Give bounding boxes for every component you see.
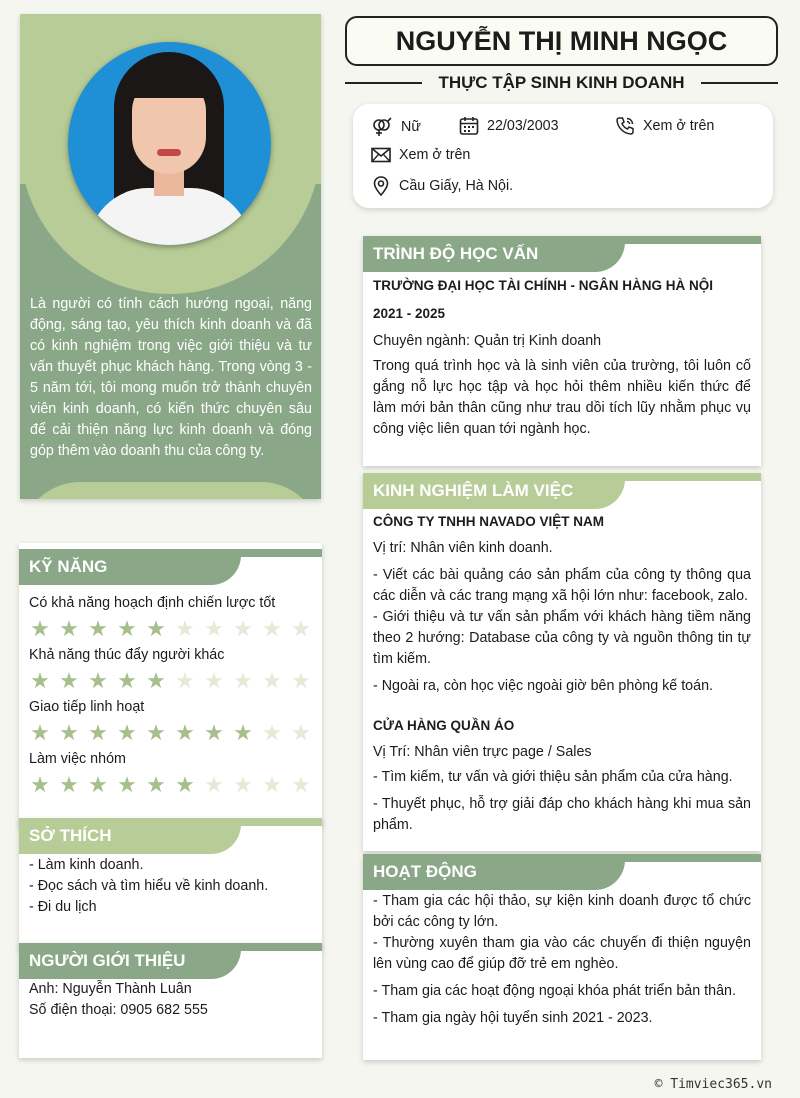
star-icon: ★	[262, 668, 282, 693]
star-icon: ★	[59, 720, 79, 745]
job-position: Vị trí: Nhân viên kinh doanh.	[373, 540, 553, 556]
star-icon: ★	[175, 772, 195, 797]
star-icon: ★	[291, 616, 311, 641]
list-item: - Đi du lịch	[29, 899, 97, 915]
star-icon: ★	[88, 616, 108, 641]
star-icon: ★	[30, 668, 50, 693]
skills-header	[19, 549, 322, 585]
star-icon: ★	[262, 720, 282, 745]
star-icon: ★	[146, 668, 166, 693]
star-icon: ★	[233, 668, 253, 693]
star-icon: ★	[117, 668, 137, 693]
education-heading: TRÌNH ĐỘ HỌC VẤN	[363, 236, 625, 272]
email-value: Xem ở trên	[399, 147, 471, 163]
skill-name: Giao tiếp linh hoạt	[29, 699, 145, 715]
star-icon: ★	[262, 616, 282, 641]
star-icon: ★	[59, 668, 79, 693]
star-icon: ★	[117, 616, 137, 641]
star-icon: ★	[175, 720, 195, 745]
education-description: Trong quá trình học và là sinh viên của trường, tôi luôn cố gắng nỗ lực học tập và học hỏi thêm nhiều kiến thức để làm mới bản thân cũng như trau dồi tích lũy nhằm phục vụ công việc liên quan tới ngành học.	[373, 358, 751, 437]
activities-header	[363, 854, 761, 890]
hobbies-heading: SỞ THÍCH	[19, 818, 241, 854]
company-name: CỬA HÀNG QUẦN ÁO	[373, 718, 515, 733]
divider	[701, 82, 778, 84]
location-pin-icon	[371, 176, 391, 196]
star-icon: ★	[233, 772, 253, 797]
star-icon: ★	[117, 720, 137, 745]
company-name: CÔNG TY TNHH NAVADO VIỆT NAM	[373, 514, 605, 529]
gender-icon	[371, 117, 393, 137]
experience-header	[363, 473, 761, 509]
star-icon: ★	[88, 772, 108, 797]
referee-phone: Số điện thoại: 0905 682 555	[29, 1002, 208, 1018]
star-icon: ★	[204, 720, 224, 745]
referee-details	[29, 979, 208, 1021]
referee-heading: NGƯỜI GIỚI THIỆU	[19, 943, 241, 979]
star-icon: ★	[291, 668, 311, 693]
skills-section	[19, 543, 322, 827]
skill-rating	[29, 774, 314, 796]
education-header	[363, 236, 761, 272]
star-icon: ★	[59, 772, 79, 797]
star-icon: ★	[175, 616, 195, 641]
profile-bottom-decoration	[20, 482, 321, 499]
school-name: TRƯỜNG ĐẠI HỌC TÀI CHÍNH - NGÂN HÀNG HÀ NỘI	[373, 278, 713, 293]
star-icon: ★	[291, 772, 311, 797]
education-body	[373, 275, 751, 440]
job-duty: - Giới thiệu và tư vấn sản phẩm với khách hàng tiềm năng theo 2 hướng: Database của công ty và nguồn thông tin tự tìm kiếm.	[373, 609, 751, 667]
star-icon: ★	[30, 772, 50, 797]
email-icon	[371, 147, 391, 163]
skill-name: Khả năng thúc đẩy người khác	[29, 647, 225, 663]
activities-section	[363, 854, 761, 1060]
activities-body	[373, 891, 751, 1029]
star-icon: ★	[146, 616, 166, 641]
full-name: NGUYỄN THỊ MINH NGỌC	[345, 16, 778, 66]
star-icon: ★	[233, 720, 253, 745]
hobbies-header	[19, 818, 322, 854]
job-duty: - Viết các bài quảng cáo sản phẩm của công ty thông qua các diễn và các trang mạng xã hội lớn như: facebook, zalo.	[373, 567, 751, 604]
referee-header	[19, 943, 322, 979]
job-duty: - Thuyết phục, hỗ trợ giải đáp cho khách hàng khi mua sản phẩm.	[373, 796, 751, 833]
job-title: THỰC TẬP SINH KINH DOANH	[438, 73, 685, 92]
skill-item	[29, 646, 314, 692]
skill-rating	[29, 618, 314, 640]
divider	[345, 82, 422, 84]
career-objective: Là người có tính cách hướng ngoại, năng động, sáng tạo, yêu thích kinh doanh và đã có kinh nghiệm trong việc giới thiệu và tư vấn thuyết phục khách hàng. Trong vòng 3 - 5 năm tới, tôi mong muốn trở thành chuyên viên kinh doanh, có kiến thức chuyên sâu để cải thiện năng lực kinh doanh và đóng góp thêm vào doanh thu của công ty.	[30, 296, 312, 459]
calendar-icon	[459, 116, 479, 136]
profile-panel	[20, 14, 321, 499]
education-years: 2021 - 2025	[373, 306, 446, 321]
skills-heading: KỸ NĂNG	[19, 549, 241, 585]
hobbies-section	[19, 818, 322, 950]
contact-phone	[615, 116, 714, 136]
avatar	[68, 42, 271, 245]
star-icon: ★	[175, 668, 195, 693]
contact-address	[371, 176, 513, 196]
education-major: Chuyên ngành: Quản trị Kinh doanh	[373, 333, 602, 349]
job-duty: - Tìm kiếm, tư vấn và giới thiệu sản phẩm của cửa hàng.	[373, 769, 733, 785]
skill-item	[29, 594, 314, 640]
gender-value: Nữ	[401, 119, 421, 135]
star-icon: ★	[30, 616, 50, 641]
activities-heading: HOẠT ĐỘNG	[363, 854, 625, 890]
phone-value: Xem ở trên	[643, 118, 715, 134]
address-value: Cầu Giấy, Hà Nội.	[399, 178, 514, 194]
skill-rating	[29, 722, 314, 744]
star-icon: ★	[204, 668, 224, 693]
skill-item	[29, 698, 314, 744]
skill-rating	[29, 670, 314, 692]
list-item: - Đọc sách và tìm hiểu về kinh doanh.	[29, 878, 269, 894]
experience-body	[373, 511, 751, 836]
star-icon: ★	[262, 772, 282, 797]
phone-icon	[615, 116, 635, 136]
experience-section	[363, 473, 761, 851]
star-icon: ★	[291, 720, 311, 745]
job-title-row	[345, 72, 778, 94]
experience-heading: KINH NGHIỆM LÀM VIỆC	[363, 473, 625, 509]
skill-name: Làm việc nhóm	[29, 751, 126, 767]
contact-gender	[371, 117, 421, 137]
job-duty: - Ngoài ra, còn học việc ngoài giờ bên phòng kế toán.	[373, 678, 714, 694]
contact-dob	[459, 116, 559, 136]
star-icon: ★	[30, 720, 50, 745]
activity-item: - Tham gia các hội thảo, sự kiện kinh doanh được tổ chức bởi các công ty lớn.	[373, 893, 751, 930]
activity-item: - Tham gia ngày hội tuyển sinh 2021 - 2023.	[373, 1010, 653, 1026]
star-icon: ★	[146, 772, 166, 797]
star-icon: ★	[88, 720, 108, 745]
star-icon: ★	[233, 616, 253, 641]
star-icon: ★	[88, 668, 108, 693]
activity-item: - Tham gia các hoạt động ngoại khóa phát triển bản thân.	[373, 983, 736, 999]
referee-section	[19, 943, 322, 1058]
star-icon: ★	[117, 772, 137, 797]
star-icon: ★	[146, 720, 166, 745]
job-position: Vị Trí: Nhân viên trực page / Sales	[373, 744, 592, 760]
footer-credit: © Timviec365.vn	[654, 1077, 772, 1092]
activity-item: - Thường xuyên tham gia vào các chuyến đi thiện nguyện lên vùng cao để giúp đỡ trẻ em nghèo.	[373, 935, 751, 972]
star-icon: ★	[204, 616, 224, 641]
contact-card	[353, 104, 773, 208]
skill-name: Có khả năng hoạch định chiến lược tốt	[29, 595, 276, 611]
education-section	[363, 236, 761, 466]
star-icon: ★	[204, 772, 224, 797]
hobbies-list	[29, 855, 268, 918]
skill-item	[29, 750, 314, 796]
contact-email	[371, 147, 470, 163]
list-item: - Làm kinh doanh.	[29, 857, 144, 873]
dob-value: 22/03/2003	[487, 118, 559, 134]
star-icon: ★	[59, 616, 79, 641]
referee-name: Anh: Nguyễn Thành Luân	[29, 981, 192, 997]
